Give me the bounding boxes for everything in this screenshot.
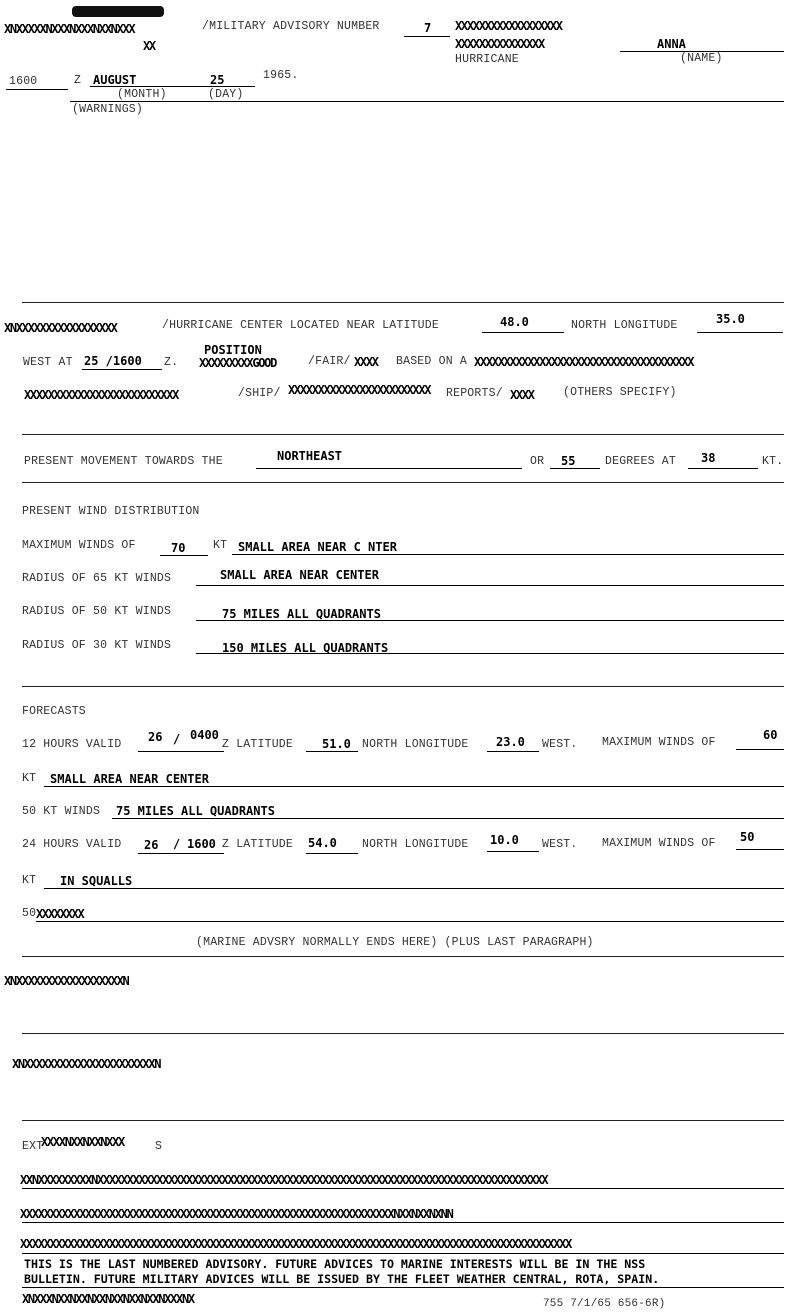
- reports-label: REPORTS/: [446, 387, 503, 400]
- struck-right-1: XXXXXXXXXXXXXXXXXX: [455, 19, 562, 33]
- outlook-struck-3: XXXXXXXXXXXXXXXXXXXXXXXXXXXXXXXXXXXXXXXXXXXXXXXXXXXXXXXXXXXXXXXXXXXXXXXXXXXXXXXXXXXXXXXXXXXXX: [20, 1237, 571, 1251]
- forecasts-label: FORECASTS: [22, 705, 86, 718]
- day-caption: (DAY): [208, 88, 244, 101]
- max-winds-value: 70: [171, 541, 186, 555]
- outlook-label-pre: EXT: [22, 1140, 44, 1153]
- f12-latitude: 51.0: [322, 737, 351, 751]
- f24-desc: IN SQUALLS: [60, 874, 133, 888]
- radius-50-value: 75 MILES ALL QUADRANTS: [222, 607, 381, 621]
- radius-30-value: 150 MILES ALL QUADRANTS: [222, 641, 389, 655]
- kt-label-2: KT: [213, 539, 228, 552]
- struck-good: XXXXXXXXXGOOD: [199, 356, 277, 370]
- month: AUGUST: [93, 73, 137, 87]
- f24-west-label: WEST.: [542, 838, 578, 851]
- f12-50kt-label: 50 KT WINDS: [22, 805, 101, 818]
- f24-max-winds-label: MAXIMUM WINDS OF: [602, 837, 716, 850]
- position-datetime: 25 /1600: [84, 354, 142, 368]
- struck-block-2: XNXXXXXXXXXXXXXXXXXXXXXXN: [12, 1057, 161, 1071]
- f24-latitude: 54.0: [308, 836, 337, 850]
- time: 1600: [9, 75, 38, 88]
- others-specify: (OTHERS SPECIFY): [563, 386, 677, 399]
- day: 25: [210, 73, 225, 87]
- z-label-2: Z.: [164, 356, 179, 369]
- max-winds-desc: SMALL AREA NEAR C NTER: [238, 540, 397, 554]
- ship-label: /SHIP/: [238, 387, 281, 400]
- struck-lead: XNXXXXXXXXXXXXXXXXX: [4, 321, 117, 335]
- wind-distribution-label: PRESENT WIND DISTRIBUTION: [22, 505, 200, 518]
- advisory-label: /MILITARY ADVISORY NUMBER: [202, 20, 380, 33]
- movement-degrees: 55: [561, 454, 576, 468]
- final-struck: XNXXXNXXNXXNXXNXXNXXNXXNXXXNX: [22, 1292, 194, 1306]
- year: 1965.: [263, 69, 299, 82]
- f24-longitude: 10.0: [490, 833, 519, 847]
- struck-prefix: XNXXXXXNXXXNXXXNXXNXXX: [4, 22, 135, 36]
- movement-direction: NORTHEAST: [277, 449, 343, 463]
- based-on-label: BASED ON A: [396, 355, 468, 368]
- storm-name: ANNA: [657, 37, 686, 51]
- f12-max-winds-label: MAXIMUM WINDS OF: [602, 736, 716, 749]
- f12-day: 26: [148, 730, 163, 744]
- struck-satellite: XXXXXXXXXXXXXXXXXXXXXXXX: [288, 383, 431, 397]
- radius-30-label: RADIUS OF 30 KT WINDS: [22, 639, 172, 652]
- f12-time: 0400: [190, 728, 219, 742]
- f24-max-winds-value: 50: [740, 830, 755, 844]
- center-label: /HURRICANE CENTER LOCATED NEAR LATITUDE: [162, 319, 439, 332]
- name-caption: (NAME): [680, 52, 723, 65]
- month-caption: (MONTH): [117, 88, 167, 101]
- outlook-label-post: S: [155, 1140, 163, 1153]
- struck-based: XXXXXXXXXXXXXXXXXXXXXXXXXXXXXXXXXXXXX: [474, 355, 694, 369]
- fair-label: /FAIR/: [308, 355, 351, 368]
- f24-z-latitude-label: Z LATITUDE: [222, 838, 294, 851]
- f24-50-label: 50: [22, 907, 37, 920]
- f12-slash: /: [173, 732, 181, 746]
- f24-day: 26: [144, 838, 159, 852]
- latitude: 48.0: [500, 315, 529, 329]
- outlook-struck-label: XXXXNXXNXXNXXX: [41, 1135, 124, 1149]
- struck-right-2: XXXXXXXXXXXXXXX: [455, 37, 544, 51]
- final-line-2: BULLETIN. FUTURE MILITARY ADVICES WILL BE ISSUED BY THE FLEET WEATHER CENTRAL, ROTA, SPAIN.: [24, 1272, 660, 1286]
- f24-slash: /: [173, 837, 181, 851]
- radius-65-value: SMALL AREA NEAR CENTER: [220, 568, 379, 582]
- f12-z-latitude-label: Z LATITUDE: [222, 738, 294, 751]
- radius-50-label: RADIUS OF 50 KT WINDS: [22, 605, 172, 618]
- f12-50kt-value: 75 MILES ALL QUADRANTS: [116, 804, 275, 818]
- f24-north-longitude-label: NORTH LONGITUDE: [362, 838, 469, 851]
- f24-time: 1600: [187, 837, 216, 851]
- f12-valid-label: 12 HOURS VALID: [22, 738, 122, 751]
- f12-north-longitude-label: NORTH LONGITUDE: [362, 738, 469, 751]
- struck-forecasts: XNXXXXXXXXXXXXXXXXXXN: [4, 974, 129, 988]
- outlook-struck-2: XXXXXXXXXXXXXXXXXXXXXXXXXXXXXXXXXXXXXXXXXXXXXXXXXXXXXXXXXXXXXXXNXXNXXNXNN: [20, 1207, 453, 1221]
- max-winds-label: MAXIMUM WINDS OF: [22, 539, 136, 552]
- storm-type: HURRICANE: [455, 53, 519, 66]
- final-line-1: THIS IS THE LAST NUMBERED ADVISORY. FUTURE ADVICES TO MARINE INTERESTS WILL BE IN THE NSS: [24, 1257, 646, 1271]
- marine-note: (MARINE ADVSRY NORMALLY ENDS HERE) (PLUS LAST PARAGRAPH): [196, 936, 594, 949]
- advisory-number: 7: [424, 21, 432, 35]
- outlook-struck-1: XXNXXXXXXXXXNXXXXXXXXXXXXXXXXXXXXXXXXXXXXXXXXXXXXXXXXXXXXXXXXXXXXXXXXXXXXXXXXXXXXXXXXXXXX: [20, 1173, 548, 1187]
- f12-west-label: WEST.: [542, 738, 578, 751]
- kt-label: KT.: [762, 455, 784, 468]
- radius-65-label: RADIUS OF 65 KT WINDS: [22, 572, 172, 585]
- z-label: Z: [74, 74, 82, 87]
- north-longitude-label: NORTH LONGITUDE: [571, 319, 678, 332]
- longitude: 35.0: [716, 312, 745, 326]
- struck-xx: XX: [143, 39, 155, 53]
- ink-blot: [72, 6, 164, 17]
- form-code: 755 7/1/65 656-6R): [543, 1298, 666, 1310]
- struck-poor: XXXX: [354, 355, 378, 369]
- west-at-label: WEST AT: [23, 356, 73, 369]
- f24-valid-label: 24 HOURS VALID: [22, 838, 122, 851]
- movement-speed: 38: [701, 451, 716, 465]
- f12-max-winds-value: 60: [763, 728, 778, 742]
- f12-longitude: 23.0: [496, 735, 525, 749]
- position-word: POSITION: [204, 343, 262, 357]
- struck-reports: XXXX: [510, 388, 534, 402]
- or-label: OR: [530, 455, 545, 468]
- degrees-at-label: DEGREES AT: [605, 455, 677, 468]
- warnings-caption: (WARNINGS): [72, 103, 144, 116]
- f12-desc: SMALL AREA NEAR CENTER: [50, 772, 209, 786]
- f24-50-struck: XXXXXXXX: [36, 907, 84, 921]
- f12-kt-label: KT: [22, 772, 37, 785]
- movement-label: PRESENT MOVEMENT TOWARDS THE: [24, 455, 223, 468]
- struck-line-3: XXXXXXXXXXXXXXXXXXXXXXXXXX: [24, 388, 179, 402]
- f24-kt-label: KT: [22, 874, 37, 887]
